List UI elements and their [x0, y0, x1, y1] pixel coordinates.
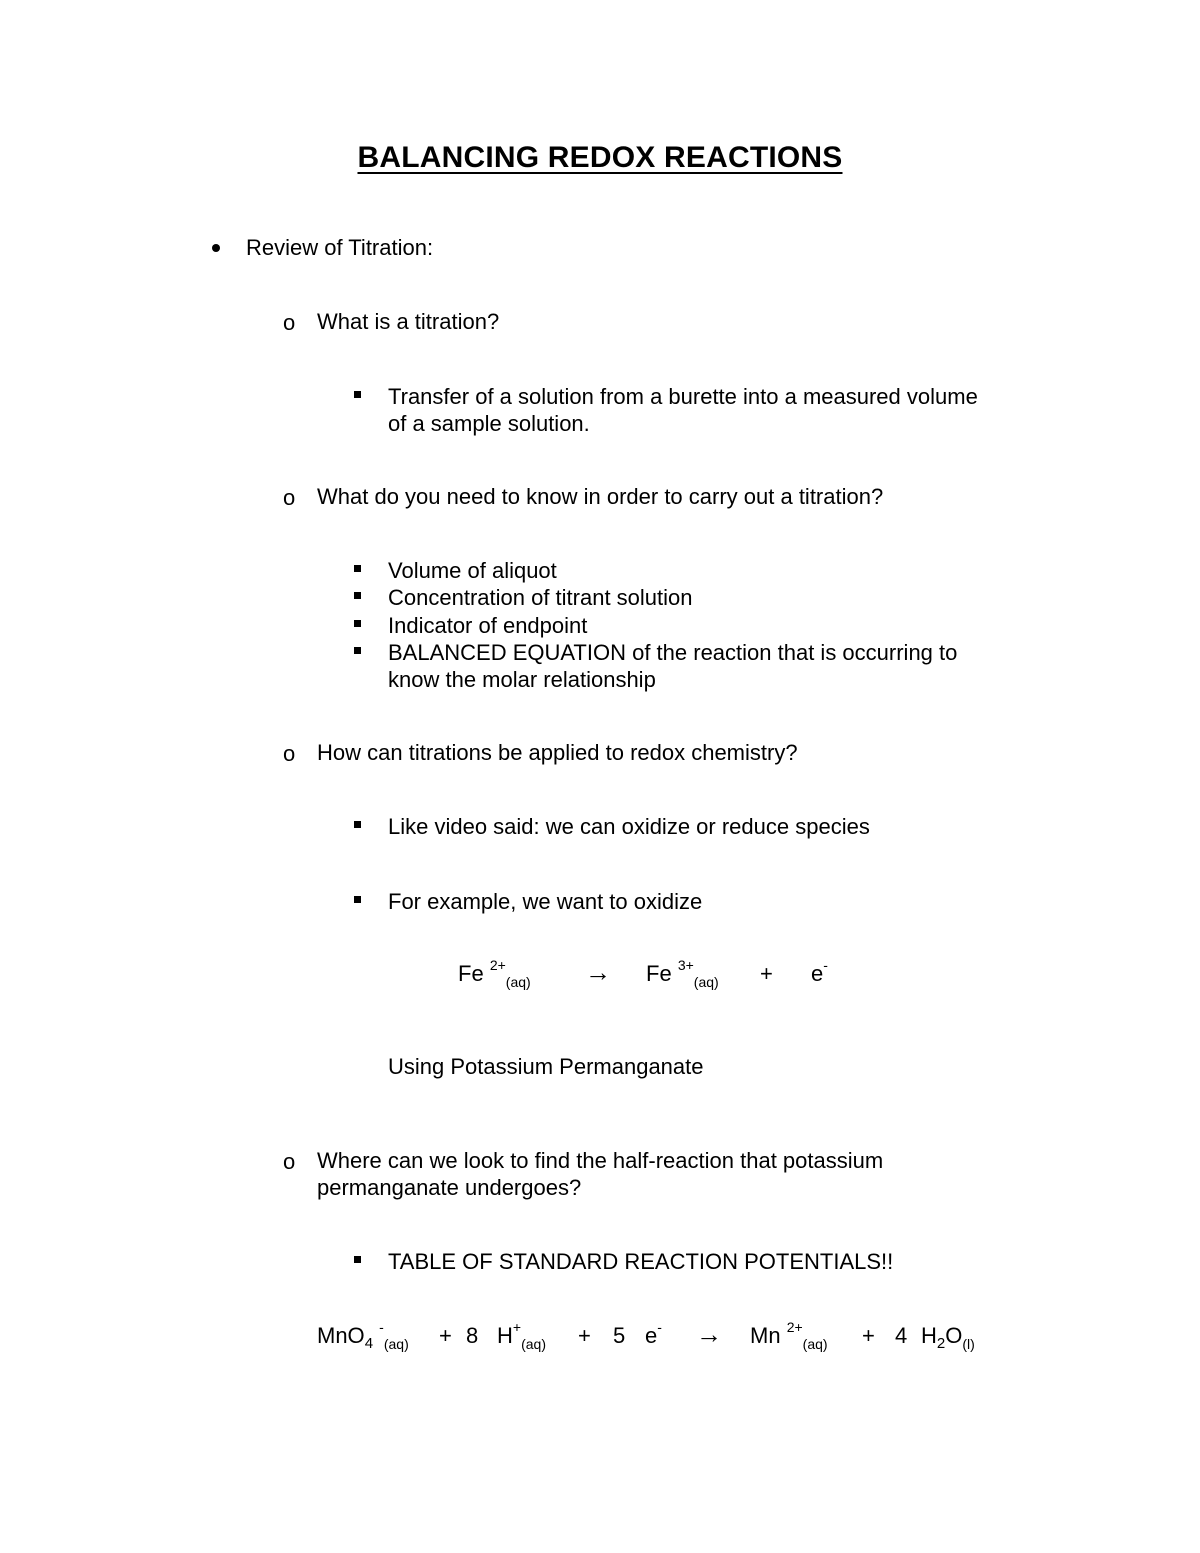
list-item: BALANCED EQUATION of the reaction that is occurring to — [388, 640, 958, 665]
square-bullet-icon — [354, 592, 361, 599]
equation-water — [921, 1322, 975, 1352]
equation-permanganate — [317, 1319, 409, 1352]
eq-state: (aq) — [802, 1336, 828, 1352]
eq-state: (aq) — [383, 1336, 409, 1352]
question-half-reaction-line-1: Where can we look to find the half-reaction that potassium — [317, 1148, 884, 1173]
reaction-arrow-icon: → — [696, 1319, 722, 1349]
square-bullet-icon — [354, 647, 361, 654]
eq-charge: - — [823, 957, 828, 973]
eq-species: H — [921, 1323, 937, 1348]
eq-plus: + — [578, 1323, 591, 1348]
eq-state: (aq) — [521, 1336, 546, 1352]
section-heading: Review of Titration: — [246, 235, 434, 260]
list-item: For example, we want to oxidize — [388, 889, 703, 914]
eq-charge: 2+ — [786, 1319, 803, 1335]
eq-species: MnO — [317, 1323, 365, 1348]
eq-species: e — [645, 1323, 658, 1348]
list-item: Concentration of titrant solution — [388, 585, 693, 610]
eq-species: e — [811, 961, 824, 986]
square-bullet-icon — [354, 1256, 361, 1263]
eq-state: (aq) — [505, 974, 531, 990]
list-item: Indicator of endpoint — [388, 613, 588, 638]
eq-species: Mn — [750, 1323, 781, 1348]
eq-charge: - — [379, 1319, 384, 1335]
equation-manganese — [750, 1319, 828, 1352]
eq-species: H — [497, 1323, 513, 1348]
equation-hydrogen — [497, 1319, 546, 1352]
eq-species: O — [945, 1323, 963, 1348]
eq-plus: + — [760, 961, 773, 986]
circle-bullet-icon: o — [283, 310, 296, 335]
eq-state: (l) — [962, 1336, 975, 1352]
square-bullet-icon — [354, 896, 361, 903]
list-item: Like video said: we can oxidize or reduce species — [388, 814, 870, 839]
circle-bullet-icon: o — [283, 485, 296, 510]
circle-bullet-icon: o — [283, 741, 296, 766]
eq-state: (aq) — [693, 974, 719, 990]
square-bullet-icon — [354, 565, 361, 572]
equation-fe2 — [458, 957, 531, 990]
answer-line-1: Transfer of a solution from a burette into a measured volume — [388, 384, 978, 409]
equation-fe3 — [646, 957, 719, 990]
eq-charge: + — [512, 1319, 522, 1335]
eq-coefficient: 8 — [466, 1323, 479, 1348]
equation-electron — [811, 957, 828, 990]
question-what-is-titration: What is a titration? — [317, 309, 500, 334]
square-bullet-icon — [354, 391, 361, 398]
eq-subscript: 2 — [936, 1335, 946, 1352]
eq-species: Fe — [646, 961, 672, 986]
question-redox-application: How can titrations be applied to redox chemistry? — [317, 740, 798, 765]
eq-species: Fe — [458, 961, 484, 986]
list-item: TABLE OF STANDARD REACTION POTENTIALS!! — [388, 1249, 894, 1274]
circle-bullet-icon: o — [283, 1149, 296, 1174]
eq-charge: - — [657, 1319, 662, 1335]
eq-charge: 3+ — [677, 957, 694, 973]
bullet-dot-icon — [212, 244, 220, 252]
reaction-arrow-icon: → — [585, 957, 611, 987]
eq-charge: 2+ — [489, 957, 506, 973]
square-bullet-icon — [354, 821, 361, 828]
question-half-reaction-line-2: permanganate undergoes? — [317, 1175, 582, 1200]
equation-electron — [645, 1319, 662, 1352]
eq-plus: + — [862, 1323, 875, 1348]
using-permanganate: Using Potassium Permanganate — [388, 1054, 704, 1079]
square-bullet-icon — [354, 620, 361, 627]
question-need-to-know: What do you need to know in order to carry out a titration? — [317, 484, 884, 509]
eq-coefficient: 4 — [895, 1323, 908, 1348]
page-title: BALANCING REDOX REACTIONS — [357, 141, 843, 174]
list-item-continuation: know the molar relationship — [388, 667, 656, 692]
answer-line-2: of a sample solution. — [388, 411, 590, 436]
eq-coefficient: 5 — [613, 1323, 626, 1348]
eq-subscript: 4 — [364, 1335, 374, 1352]
list-item: Volume of aliquot — [388, 558, 557, 583]
eq-plus: + — [439, 1323, 452, 1348]
